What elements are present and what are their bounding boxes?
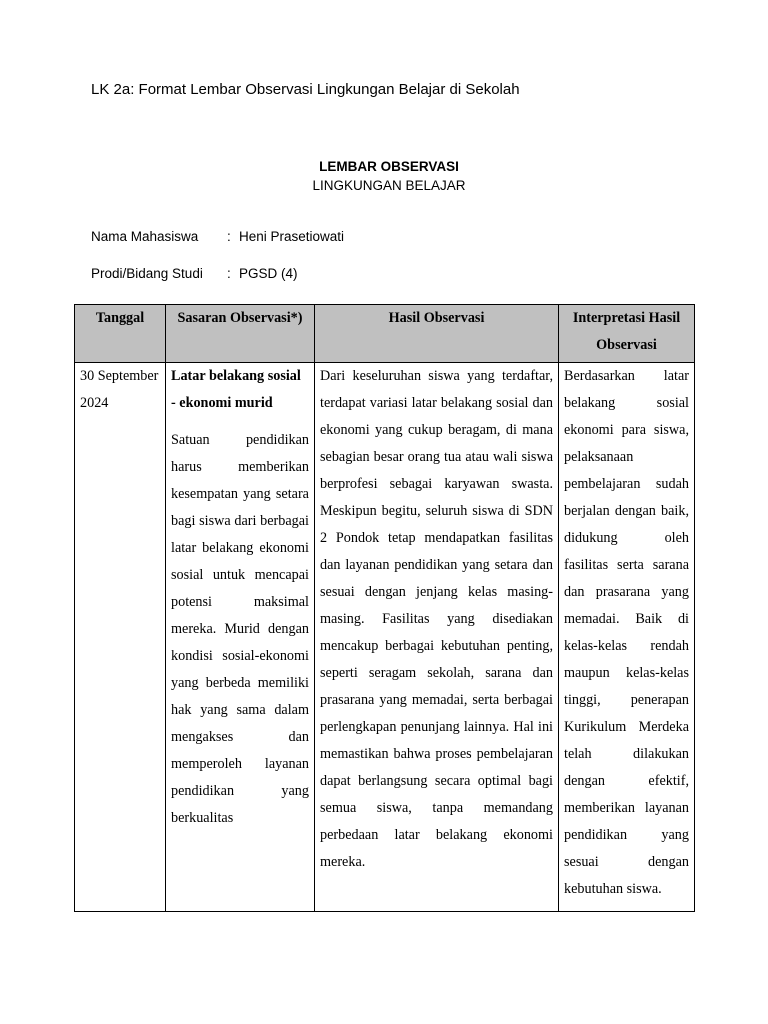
- header-sasaran-observasi: Sasaran Observasi*): [166, 305, 315, 363]
- table-row: [75, 363, 695, 912]
- cell-tanggal: 30 September 2024: [75, 363, 166, 912]
- student-name-row: [91, 229, 344, 244]
- header-hasil-observasi: Hasil Observasi: [315, 305, 559, 363]
- study-program-separator: :: [227, 266, 231, 281]
- cell-sasaran: [166, 363, 315, 912]
- document-title: LK 2a: Format Lembar Observasi Lingkungan Belajar di Sekolah: [91, 81, 520, 98]
- study-program-row: [91, 266, 298, 281]
- cell-hasil-observasi: Dari keseluruhan siswa yang terdaftar, terdapat variasi latar belakang sosial dan ekonomi yang cukup beragam, di mana sebagian besar orang tua atau wali siswa berprofesi sebagai karyawan swasta. Meskipun begitu, seluruh siswa di SDN 2 Pondok tetap mendapatkan fasilitas dan layanan pendidikan yang setara dan sesuai dengan jenjang kelas masing-masing. Fasilitas yang disediakan mencakup berbagai kebutuhan penting, seperti seragam sekolah, sarana dan prasarana yang memadai, serta berbagai perlengkapan penunjang lainnya. Hal ini memastikan bahwa proses pembelajaran dapat berlangsung secara optimal bagi semua siswa, tanpa memandang perbedaan latar belakang ekonomi mereka.: [315, 363, 559, 912]
- study-program-label: Prodi/Bidang Studi: [91, 266, 203, 281]
- observation-table: [74, 304, 695, 912]
- form-subheading: LINGKUNGAN BELAJAR: [312, 178, 466, 193]
- study-program-value: PGSD (4): [239, 266, 298, 281]
- table-header-row: [75, 305, 695, 363]
- header-tanggal: Tanggal: [75, 305, 166, 363]
- form-heading: LEMBAR OBSERVASI: [319, 159, 459, 174]
- student-name-label: Nama Mahasiswa: [91, 229, 199, 244]
- student-name-value: Heni Prasetiowati: [239, 229, 345, 244]
- sasaran-title: Latar belakang sosial - ekonomi murid: [171, 368, 301, 411]
- header-interpretasi-hasil: Interpretasi Hasil Observasi: [559, 305, 695, 363]
- sasaran-description: Satuan pendidikan harus memberikan kesempatan yang setara bagi siswa dari berbagai latar belakang ekonomi sosial untuk mencapai potensi maksimal mereka. Murid dengan kondisi sosial-ekonomi yang berbeda memiliki hak yang sama dalam mengakses dan memperoleh layanan pendidikan yang berkualitas: [171, 432, 309, 826]
- cell-interpretasi: Berdasarkan latar belakang sosial ekonomi para siswa, pelaksanaan pembelajaran sudah berjalan dengan baik, didukung oleh fasilitas serta sarana dan prasarana yang memadai. Baik di kelas-kelas rendah maupun kelas-kelas tinggi, penerapan Kurikulum Merdeka telah dilakukan dengan efektif, memberikan layanan pendidikan yang sesuai dengan kebutuhan siswa.: [559, 363, 695, 912]
- student-name-separator: :: [227, 229, 231, 244]
